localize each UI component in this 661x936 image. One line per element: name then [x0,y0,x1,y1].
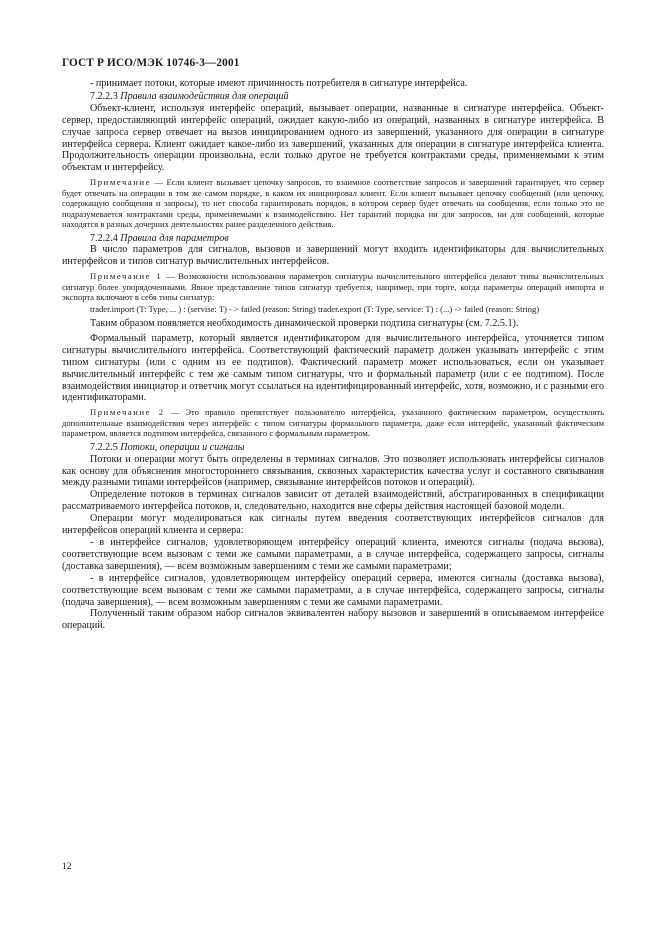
note-label: Примечание 1 [90,271,163,282]
paragraph-flow-definition: Определение потоков в терминах сигналов зависит от деталей взаимодействий, абстрагированных в спецификации рассматриваемого интерфейса потоков, и, следовательно, находится вне сферы действия настоящей базовой модели. [62,489,604,513]
paragraph-equivalence: Полученный таким образом набор сигналов эквивалентен набору вызовов и завершений в описываемом интерфейсе операций. [62,608,604,632]
section-number: 7.2.2.5 [90,441,118,453]
section-title: Потоки, операции и сигналы [120,441,245,453]
paragraph-operation-rules: Объект-клиент, используя интерфейс операций, вызывает операции, названные в сигнатуре интерфейса. Объект-сервер, предоставляющий интерфейс операций, ожидает какую-либо из операций, названных в сигнатуре интерфейса. В случае запроса сервер отвечает на вызов инициированием одного из завершений, указанного для операции в сигнатуре интерфейса сервера. Клиент ожидает какое-либо из завершений, указанных для операции в сигнатуре интерфейса клиента. Продолжительность операции произвольна, если только другое не требуется контрактами среды, применяемыми к этим объектам и интерфейсу. [62,102,604,174]
note-request-order [62,177,604,229]
document-body [62,78,604,632]
note-text: — Это правило препятствует пользователю интерфейса, указанного фактическим параметром, осуществлять дополнительные взаимодействия через интерфейс с типом сигнатуры формального параметра, даже если интерфейс, указанный фактическим параметром, является подтипом интерфейса, связанного с формальным параметром. [62,407,605,439]
section-number: 7.2.2.4 [90,232,118,244]
list-item-server: - в интерфейсе сигналов, удовлетворяющем интерфейсу операций сервера, имеются сигналы (доставка вызова), соответствующие всем вызовам с теми же самыми параметрами, а в случае интерфейса, содержащего запросы, сигналы (подача завершения), — всем возможным завершениям с теми же самыми параметрами. [62,572,604,608]
section-7-2-2-3-heading [62,91,604,103]
section-7-2-2-4-heading [62,233,604,245]
document-header: ГОСТ Р ИСО/МЭК 10746-3—2001 [62,57,240,69]
paragraph-flow-consumer: - принимает потоки, которые имеют причинность потребителя в сигнатуре интерфейса. [90,78,468,89]
section-number: 7.2.2.3 [90,90,118,102]
section-title: Правила для параметров [120,232,229,244]
note-text: — Если клиент вызывает цепочку запросов, то взаимное соответствие запросов и завершений гарантирует, что сервер будет отвечать на операции в том же самом порядке, в каком их инициировал клиент. Если клиент вызывает цепочку сообщений (или цепочку, содержащую сообщения и запросы), то нет способа гарантировать порядок, в котором сервер будет отвечать на сообщения, если только это не подразумевается контрактами среды, применяемыми к взаимодействию. Нет гарантий порядка ни для запросов, ни для сообщений, которые находятся в разных дочерних деятельностях ранее разделенного действия. [62,177,604,230]
note-2-rule [62,407,604,438]
paragraph-parameters: В число параметров для сигналов, вызовов и завершений могут входить идентификаторы для вычислительных интерфейсов и типов сигнатур вычислительных интерфейсов. [62,244,604,268]
note-1-signature-params [62,271,604,302]
code-example-trader: trader.import (T: Type, ... ) : (servise: T) - > failed (reason: String) trader.export (T: Type, service: T) : (...) -> failed (reason: String) [90,303,540,314]
list-item-client: - в интерфейсе сигналов, удовлетворяющем интерфейсу операций клиента, имеются сигналы (подача вызова), соответствующие всем вызовам с теми же самыми параметрами, а в случае интерфейса, содержащего запросы, сигналы (доставка завершения), — всем возможным завершениям с теми же самыми параметрами; [62,537,604,572]
paragraph-flows-signals: Потоки и операции могут быть определены в терминах сигналов. Это позволяет использовать интерфейсы сигналов как основу для объяснения многостороннего связывания, сквозных характеристик качества услуг и составного связывания между разными типами интерфейсов (например, связывание интерфейсов потоков и операций). [62,453,604,489]
note-label: Примечание [90,177,152,188]
paragraph-dynamic-check: Таким образом появляется необходимость динамической проверки подтипа сигнатуры (см. 7.2.5.1). [90,318,519,330]
section-7-2-2-5-heading [62,442,604,454]
paragraph-operations-modelling: Операции могут моделироваться как сигналы путем введения соответствующих интерфейсов сигналов для интерфейсов операций клиента и сервера: [62,513,604,537]
paragraph-formal-parameter: Формальный параметр, который является идентификатором для вычислительного интерфейса, уточняется типом сигнатуры вычислительного интерфейса. Соответствующий фактический параметр должен указывать интерфейс с этим типом сигнатуры (или с одним из ее подтипов). Фактический параметр может использоваться, если он указывает вычислительный интерфейс с тем же самым типом сигнатуры, что и формальный параметр (или с ее подтипом). После взаимодействия инициатор и ответчик могут ссылаться на идентифицированный интерфейс, хотя, возможно, и с разными его идентификаторами. [62,332,604,404]
note-text: — Возможности использования параметров сигнатуры вычислительного интерфейса делают типы вычислительных сигнатур более упорядоченными. Явное представление типов сигнатур требуется, например, при торге, когда параметры операций импорта и экспорта включают в себя типы сигнатур: [62,271,604,303]
section-title: Правила взаимодействия для операций [120,90,289,102]
page-number: 12 [62,862,72,872]
note-label: Примечание 2 [90,407,165,418]
